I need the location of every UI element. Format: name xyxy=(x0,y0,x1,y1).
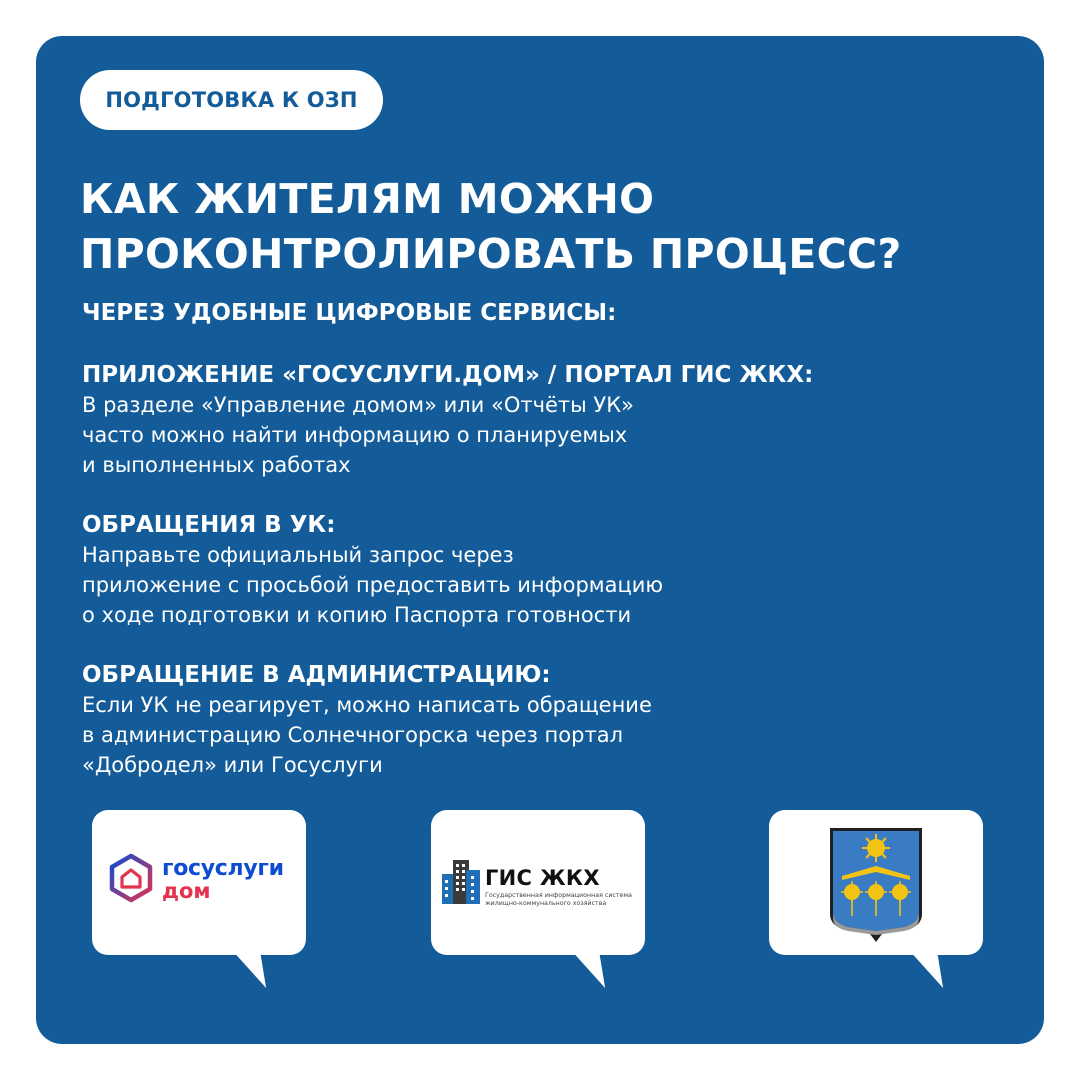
title-line-1: КАК ЖИТЕЛЯМ МОЖНО xyxy=(80,175,655,223)
logo-bubble-coat-of-arms xyxy=(769,810,983,955)
section-gosuslugi xyxy=(82,360,982,480)
logo-bubble-gis-zhkh xyxy=(431,810,645,955)
section-text: Если УК не реагирует, можно написать обращение в администрацию Солнечногорска через портал «Добродел» или Госуслуги xyxy=(82,693,652,777)
section-heading: ПРИЛОЖЕНИЕ «ГОСУСЛУГИ.ДОМ» / ПОРТАЛ ГИС ЖКХ: xyxy=(82,362,814,388)
section-administration xyxy=(82,660,982,780)
title-line-2: ПРОКОНТРОЛИРОВАТЬ ПРОЦЕСС? xyxy=(80,230,902,278)
info-card xyxy=(36,36,1044,1044)
logo-bubble-gosuslugi-dom xyxy=(92,810,306,955)
section-text: В разделе «Управление домом» или «Отчёты УК» часто можно найти информацию о планируемых и выполненных работах xyxy=(82,393,634,477)
subtitle: ЧЕРЕЗ УДОБНЫЕ ЦИФРОВЫЕ СЕРВИСЫ: xyxy=(82,300,617,326)
dom-word: дом xyxy=(162,879,211,903)
section-heading: ОБРАЩЕНИЕ В АДМИНИСТРАЦИЮ: xyxy=(82,662,551,688)
house-icon xyxy=(108,853,154,907)
bubble-tail xyxy=(232,950,280,988)
topic-badge: ПОДГОТОВКА К ОЗП xyxy=(80,70,383,130)
gis-title: ГИС ЖКХ xyxy=(485,866,600,890)
section-text: Направьте официальный запрос через приложение с просьбой предоставить информацию о ходе подготовки и копию Паспорта готовности xyxy=(82,543,664,627)
section-uk xyxy=(82,510,982,630)
page-title xyxy=(80,172,1010,282)
sun-coat-of-arms-icon xyxy=(828,826,924,946)
bubble-tail xyxy=(909,950,957,988)
gosuslugi-word: госуслуги xyxy=(162,856,284,881)
gosuslugi-dom-logo xyxy=(108,853,284,907)
gis-zhkh-logo xyxy=(441,860,632,908)
section-heading: ОБРАЩЕНИЯ В УК: xyxy=(82,512,336,538)
bubble-tail xyxy=(571,950,619,988)
gis-subtitle: Государственная информационная система жилищно-коммунального хозяйства xyxy=(485,892,633,907)
buildings-icon xyxy=(441,860,481,908)
